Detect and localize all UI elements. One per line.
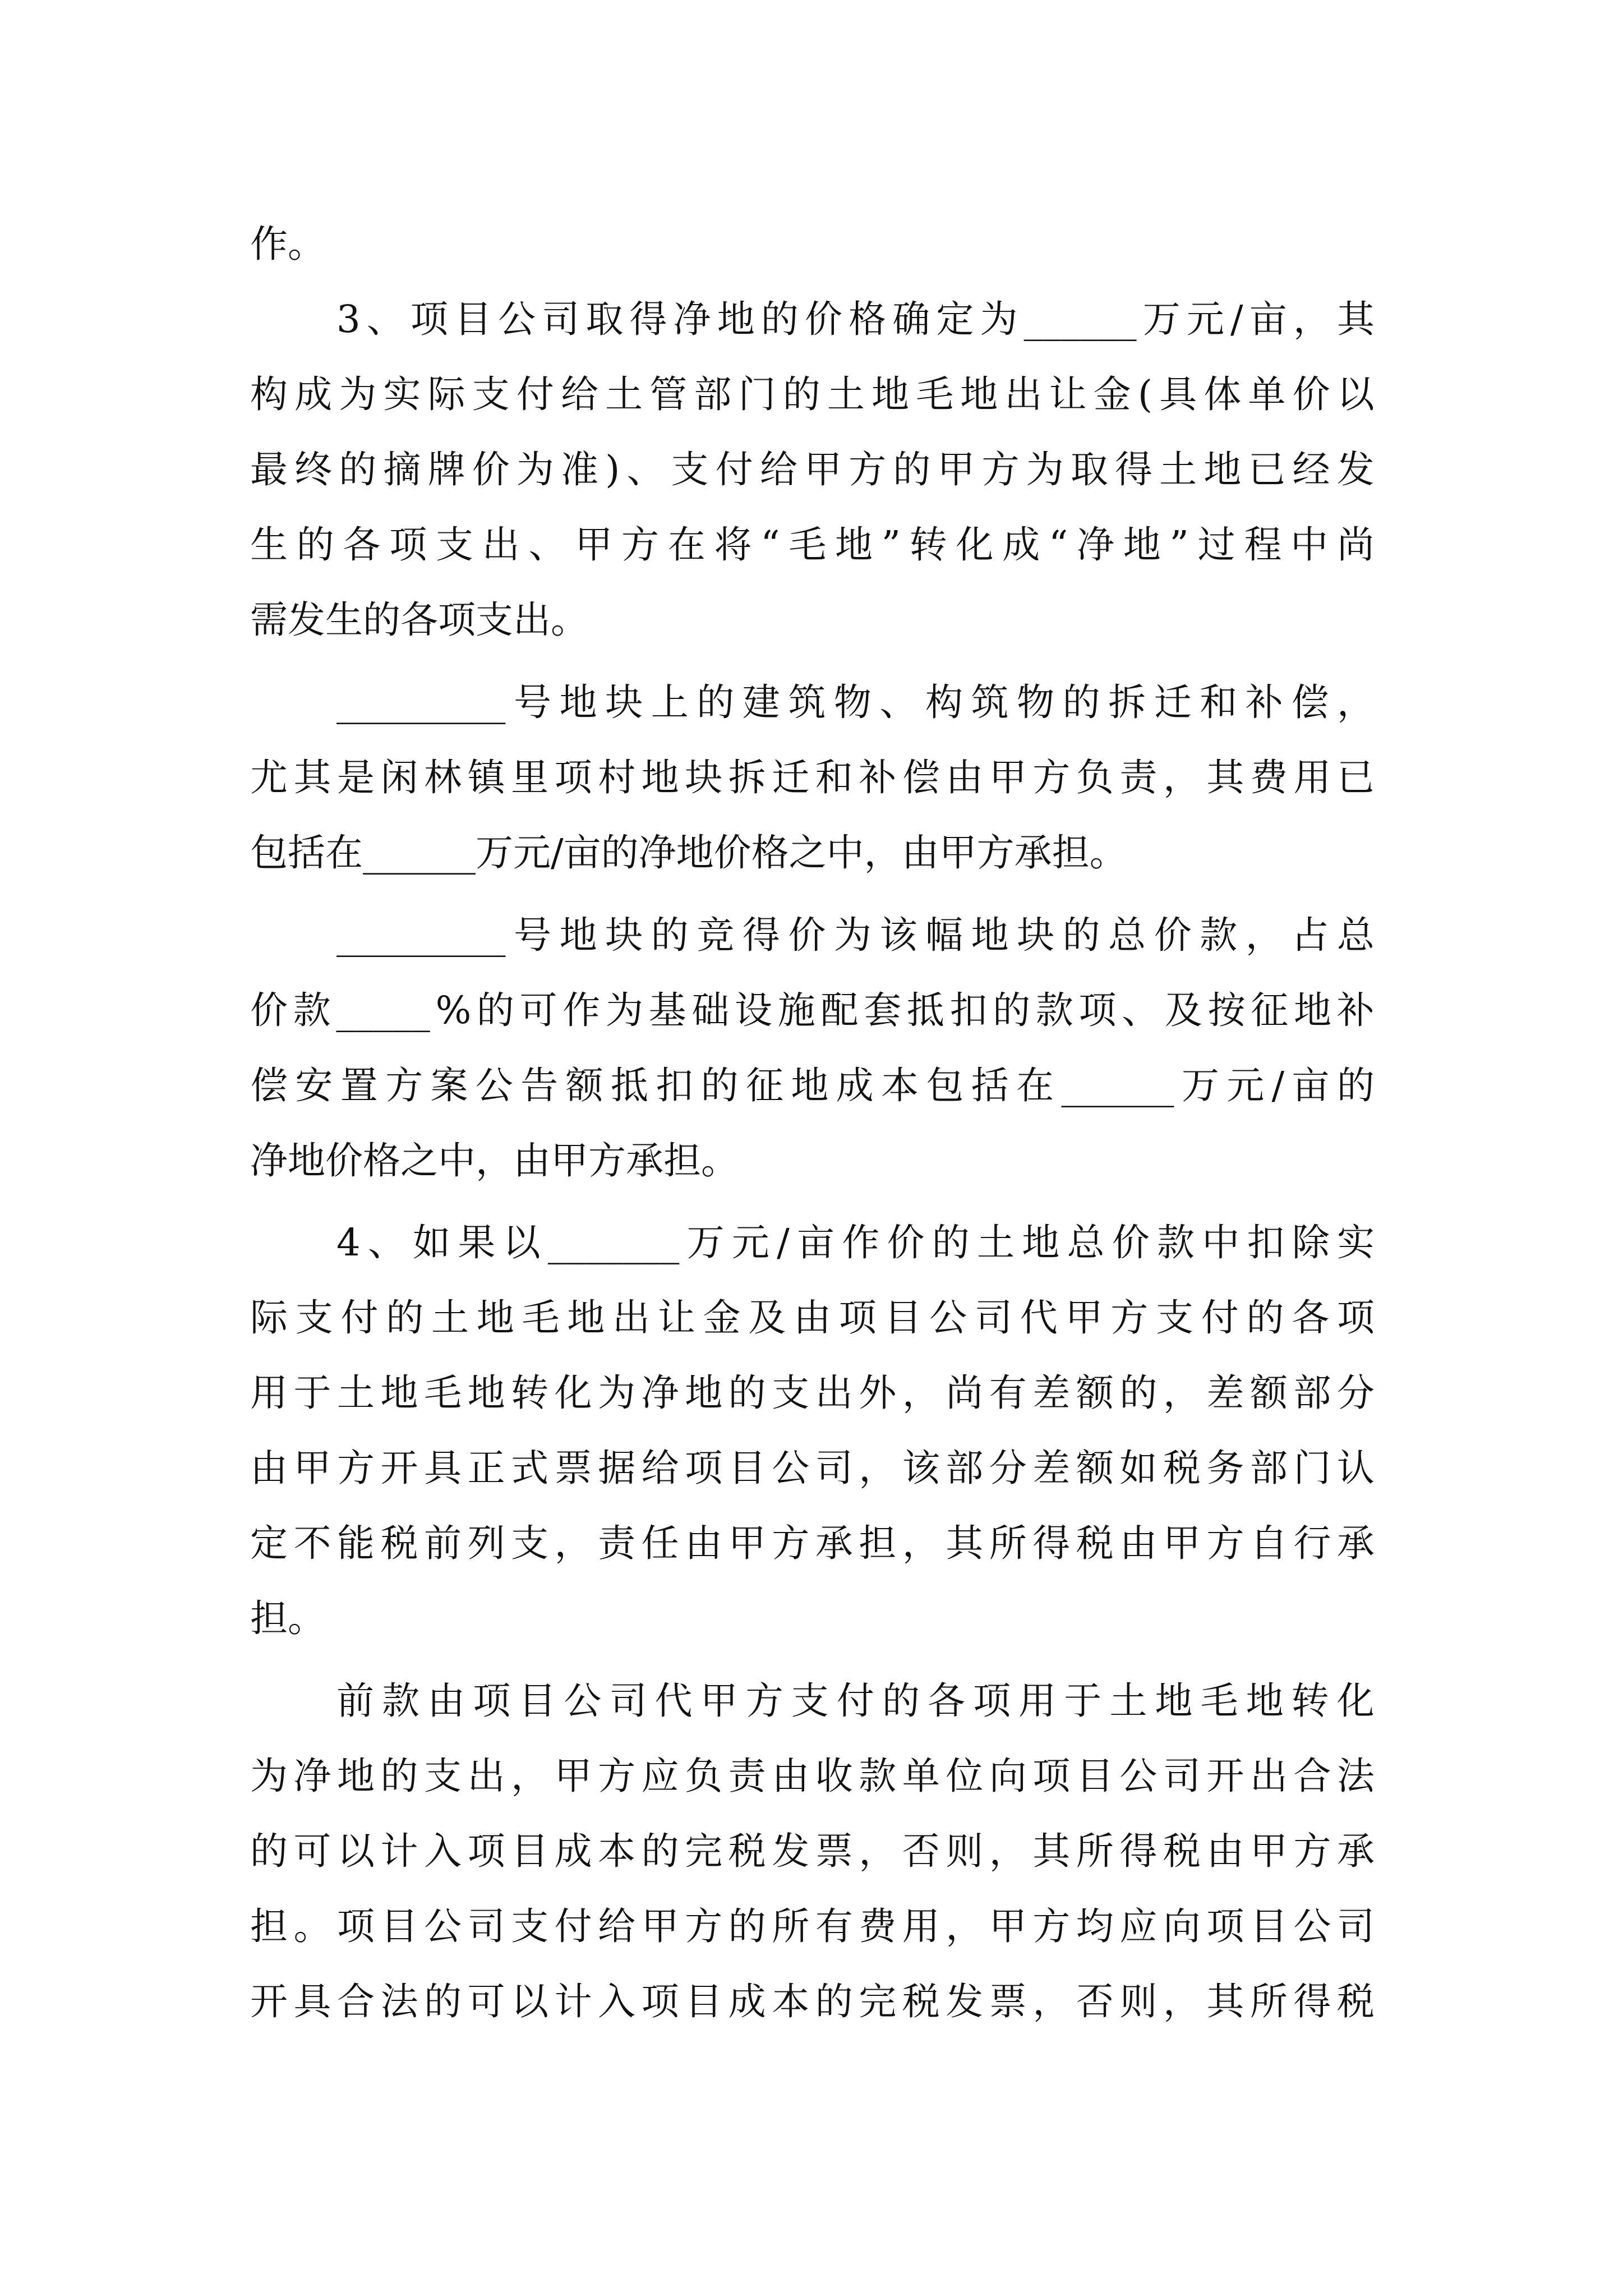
text-line: 价 款 _____ % 的 可 作 为 基 础 设 施 配 套 抵 扣 的 款 项 、 及 按 征 地 补 (250, 988, 1375, 1032)
text-line: 净地价格之中，由甲方承担。 (250, 1139, 739, 1182)
text-line: 需发生的各项支出。 (250, 598, 588, 642)
text-line: 偿 安 置 方 案 公 告 额 抵 扣 的 征 地 成 本 包 括 在 ______ 万 元 / 亩 的 (250, 1064, 1375, 1107)
text-line: 前 款 由 项 目 公 司 代 甲 方 支 付 的 各 项 用 于 土 地 毛 地 转 化 (336, 1679, 1375, 1723)
text-line: 尤 其 是 闲 林 镇 里 项 村 地 块 拆 迁 和 补 偿 由 甲 方 负 责 ， 其 费 用 已 (250, 756, 1375, 799)
text-line: 生 的 各 项 支 出 、 甲 方 在 将 “ 毛 地 ” 转 化 成 “ 净 地 ” 过 程 中 尚 (250, 523, 1375, 567)
text-line: _________ 号 地 块 的 竞 得 价 为 该 幅 地 块 的 总 价 款 ， 占 总 (336, 913, 1375, 957)
text-line: 开 具 合 法 的 可 以 计 入 项 目 成 本 的 完 税 发 票 ， 否 则 ， 其 所 得 税 (250, 1980, 1375, 2023)
text-line: 3 、 项 目 公 司 取 得 净 地 的 价 格 确 定 为 ______ 万 元 / 亩 ， 其 (336, 297, 1375, 341)
text-line: 4 、 如 果 以 _______ 万 元 / 亩 作 价 的 土 地 总 价 款 中 扣 除 实 (336, 1221, 1375, 1264)
text-line: 的 可 以 计 入 项 目 成 本 的 完 税 发 票 ， 否 则 ， 其 所 得 税 由 甲 方 承 (250, 1829, 1375, 1873)
text-line: 包括在______万元/亩的净地价格之中，由甲方承担。 (250, 831, 1127, 875)
text-line: 用 于 土 地 毛 地 转 化 为 净 地 的 支 出 外 ， 尚 有 差 额 的 ， 差 额 部 分 (250, 1371, 1375, 1415)
text-line: 担 。 项 目 公 司 支 付 给 甲 方 的 所 有 费 用 ， 甲 方 均 应 向 项 目 公 司 (250, 1904, 1375, 1948)
text-line: 作。 (250, 222, 325, 266)
text-line: 定 不 能 税 前 列 支 ， 责 任 由 甲 方 承 担 ， 其 所 得 税 由 甲 方 自 行 承 (250, 1521, 1375, 1565)
text-line: 担。 (250, 1596, 325, 1640)
text-line: 构 成 为 实 际 支 付 给 土 管 部 门 的 土 地 毛 地 出 让 金 ( 具 体 单 价 以 (250, 372, 1375, 416)
text-line: 由 甲 方 开 具 正 式 票 据 给 项 目 公 司 ， 该 部 分 差 额 如 税 务 部 门 认 (250, 1446, 1375, 1490)
text-line: 际 支 付 的 土 地 毛 地 出 让 金 及 由 项 目 公 司 代 甲 方 支 付 的 各 项 (250, 1296, 1375, 1340)
text-line: _________ 号 地 块 上 的 建 筑 物 、 构 筑 物 的 拆 迁 和 补 偿 ， (336, 680, 1375, 724)
text-line: 为 净 地 的 支 出 ， 甲 方 应 负 责 由 收 款 单 位 向 项 目 公 司 开 出 合 法 (250, 1754, 1375, 1798)
text-line: 最 终 的 摘 牌 价 为 准 ) 、 支 付 给 甲 方 的 甲 方 为 取 得 土 地 已 经 发 (250, 448, 1375, 491)
